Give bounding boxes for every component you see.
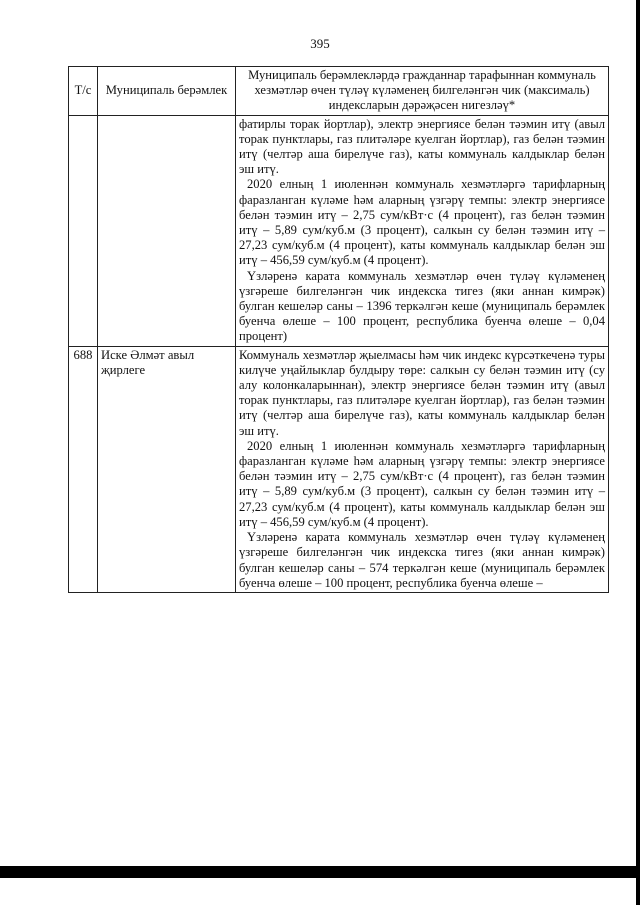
header-municipality: Муниципаль берәмлек	[98, 67, 236, 116]
row-municipality: Иске Әлмәт авыл җирлеге	[98, 346, 236, 592]
page-number: 395	[310, 36, 330, 51]
row-paragraph: Коммуналь хезмәтләр җыелмасы һәм чик индекс күрсәткеченә туры килүче уңайлыклар булдыру төре: салкын су белән тәэмин итү (су алу колонкаларыннан), электр энергиясе белән тәэмин итү (авыл торак пунктлары, газ плитәләре куелган йортлар), газ белән тәэмин итү (челтәр аша бирелүче газ), каты коммуналь калдыклар белән эш итү.	[239, 347, 605, 438]
header-number: Т/с	[69, 67, 98, 116]
table-row	[69, 115, 609, 346]
row-paragraph: Үзләренә карата коммуналь хезмәтләр өчен түләү күләменең үзгәреше билгеләнгән чик индекска тигез (яки аннан кимрәк) булган кешеләр саны – 1396 теркәлгән кеше (муниципаль берәмлек буенча өлеше – 100 процент, республика буенча өлеше – 0,04 процент)	[239, 268, 605, 344]
row-municipality	[98, 115, 236, 346]
table-header-row	[69, 67, 609, 116]
row-description	[236, 115, 609, 346]
row-number	[69, 115, 98, 346]
row-paragraph: 2020 елның 1 июленнән коммуналь хезмәтләргә тарифларның фаразланган күләме һәм аларның үзгәрү темпы: электр энергиясе белән тәэмин итү – 2,75 сум/кВт·с (4 процент), газ белән тәэмин итү – 5,89 сум/куб.м (3 процент), салкын су белән тәэмин итү – 27,23 сум/куб.м (4 процент), каты коммуналь калдыклар белән эш итү – 456,59 сум/куб.м (4 процент).	[239, 438, 605, 529]
row-number: 688	[69, 346, 98, 592]
row-paragraph: фатирлы торак йортлар), электр энергиясе белән тәэмин итү (авыл торак пунктлары, газ плитәләре куелган йортлар), газ белән тәэмин итү (челтәр аша бирелүче газ), каты коммуналь калдыклар белән эш итү.	[239, 116, 605, 177]
row-paragraph: 2020 елның 1 июленнән коммуналь хезмәтләргә тарифларның фаразланган күләме һәм аларның үзгәрү темпы: электр энергиясе белән тәэмин итү – 2,75 сум/кВт·с (4 процент), газ белән тәэмин итү – 5,89 сум/куб.м (3 процент), салкын су белән тәэмин итү – 27,23 сум/куб.м (4 процент), каты коммуналь калдыклар белән эш итү – 456,59 сум/куб.м (4 процент).	[239, 177, 605, 268]
table-row	[69, 346, 609, 592]
header-indexes: Муниципаль берәмлекләрдә гражданнар тарафыннан коммуналь хезмәтләр өчен түләү күләменең билгеләнгән чик (максималь) индексларын дәрәҗәсен нигезләү*	[236, 67, 609, 116]
scan-bottom-edge	[0, 866, 640, 878]
row-paragraph: Үзләренә карата коммуналь хезмәтләр өчен түләү күләменең үзгәреше билгеләнгән чик индекска тигез (яки аннан кимрәк) булган кешеләр саны – 574 теркәлгән кеше (муниципаль берәмлек буенча өлеше – 100 процент, республика буенча өлеше –	[239, 530, 605, 590]
municipal-index-table	[68, 66, 609, 593]
scan-right-edge	[636, 0, 640, 905]
row-description	[236, 346, 609, 592]
